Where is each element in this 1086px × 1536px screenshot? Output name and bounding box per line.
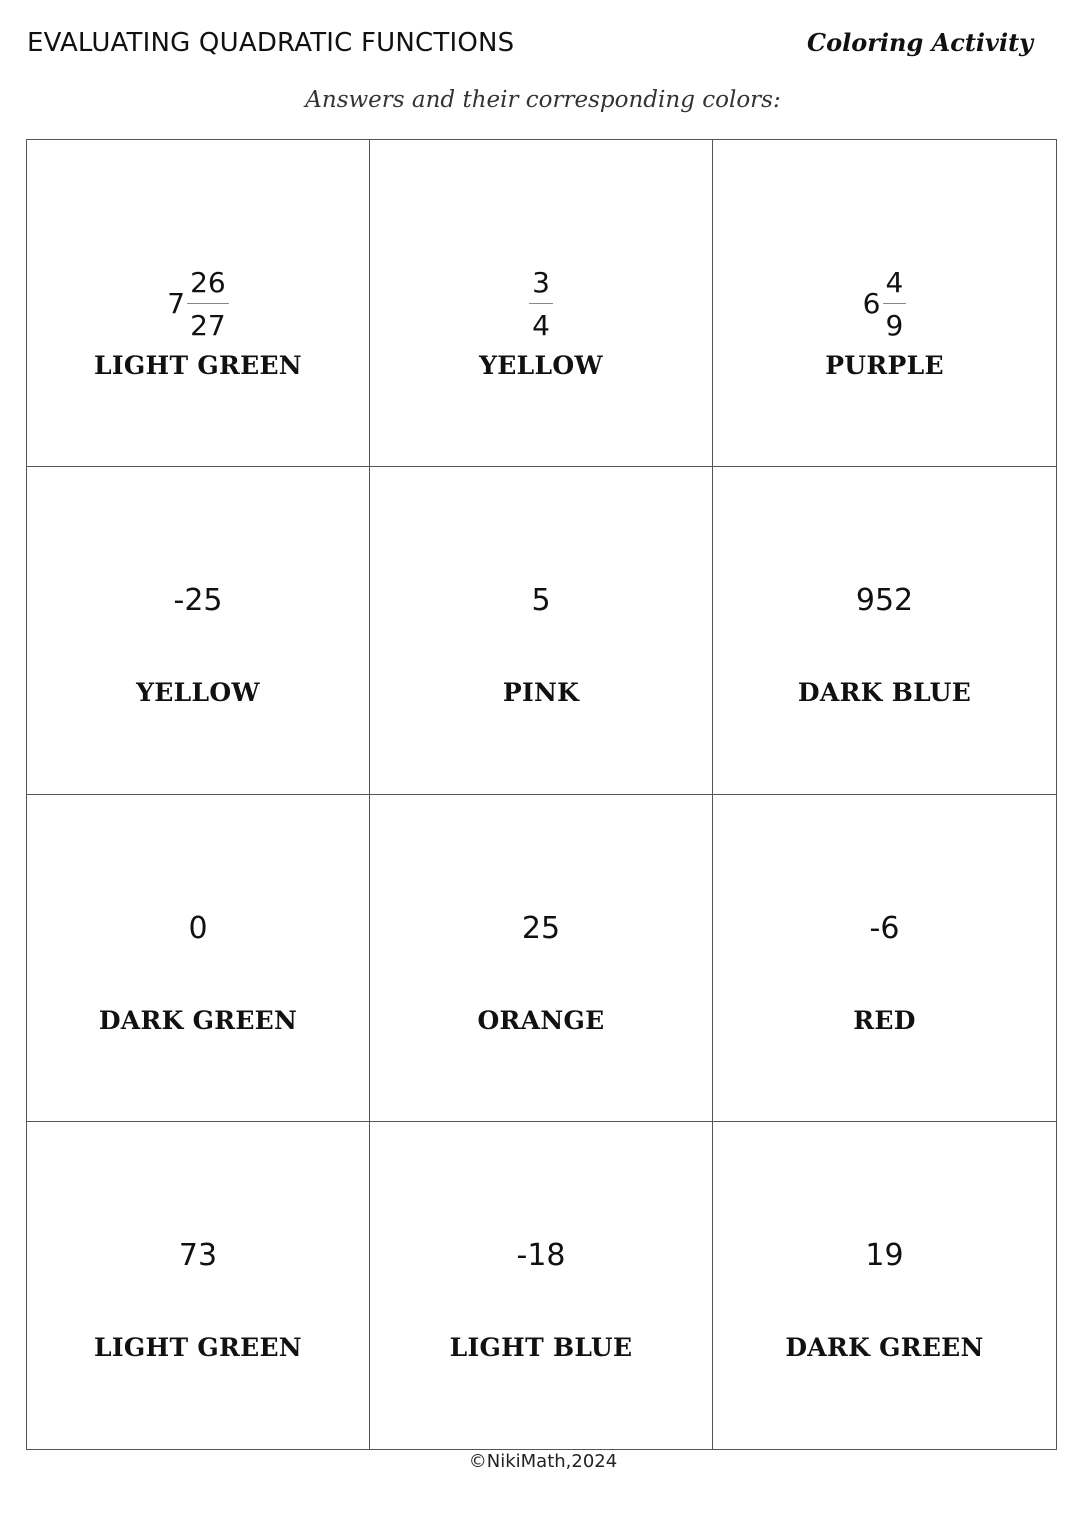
answer-value: 25 <box>521 910 561 946</box>
fraction <box>187 265 229 342</box>
mixed-whole: 6 <box>862 287 881 320</box>
fraction-numerator: 26 <box>187 269 229 304</box>
answer-value: 73 <box>178 1237 218 1273</box>
answer-cell <box>27 795 370 1122</box>
fraction-numerator: 3 <box>529 269 553 304</box>
answer-cell <box>713 795 1056 1122</box>
answer-cell <box>27 140 370 467</box>
answer-value <box>713 258 1056 350</box>
answer-cell <box>713 467 1056 794</box>
answer-cell <box>370 140 713 467</box>
answer-value: -18 <box>516 1237 566 1273</box>
color-label: PINK <box>502 678 580 708</box>
color-label: LIGHT BLUE <box>449 1332 633 1362</box>
answer-value: 19 <box>865 1237 904 1273</box>
color-label: YELLOW <box>479 351 603 380</box>
answer-cell <box>370 467 713 794</box>
answer-color-grid <box>26 139 1057 1450</box>
fraction-denominator: 27 <box>190 308 226 342</box>
color-label: LIGHT GREEN <box>94 351 302 380</box>
color-label: RED <box>853 1005 916 1035</box>
answer-cell <box>27 1122 370 1449</box>
answer-cell <box>713 1122 1056 1449</box>
answer-value: -6 <box>869 910 900 946</box>
mixed-whole: 7 <box>167 287 186 320</box>
answer-cell <box>713 140 1056 467</box>
fraction-numerator: 4 <box>883 269 907 304</box>
color-label: DARK GREEN <box>785 1332 984 1362</box>
instructions-subtitle: Answers and their corresponding colors: <box>305 87 781 113</box>
color-label: DARK GREEN <box>98 1005 298 1035</box>
color-label: YELLOW <box>136 678 260 708</box>
answer-cell <box>370 1122 713 1449</box>
color-label: DARK BLUE <box>797 678 972 708</box>
answer-value: 0 <box>188 910 208 946</box>
answer-value: -25 <box>173 583 223 619</box>
fraction <box>883 265 907 342</box>
copyright-footer: ©NikiMath,2024 <box>468 1451 618 1472</box>
answer-value: 952 <box>855 583 914 619</box>
color-label: LIGHT GREEN <box>94 1332 302 1362</box>
answer-cell <box>27 467 370 794</box>
color-label: ORANGE <box>477 1005 605 1035</box>
fraction-denominator: 9 <box>885 308 904 342</box>
answer-cell <box>370 795 713 1122</box>
color-label: PURPLE <box>825 351 944 380</box>
answer-value: 5 <box>531 583 551 619</box>
answer-value <box>27 258 369 350</box>
worksheet-title: EVALUATING QUADRATIC FUNCTIONS <box>27 28 515 58</box>
answer-value <box>370 258 712 350</box>
fraction-denominator: 4 <box>532 308 550 342</box>
activity-label: Coloring Activity <box>807 28 1034 57</box>
fraction <box>529 265 553 342</box>
